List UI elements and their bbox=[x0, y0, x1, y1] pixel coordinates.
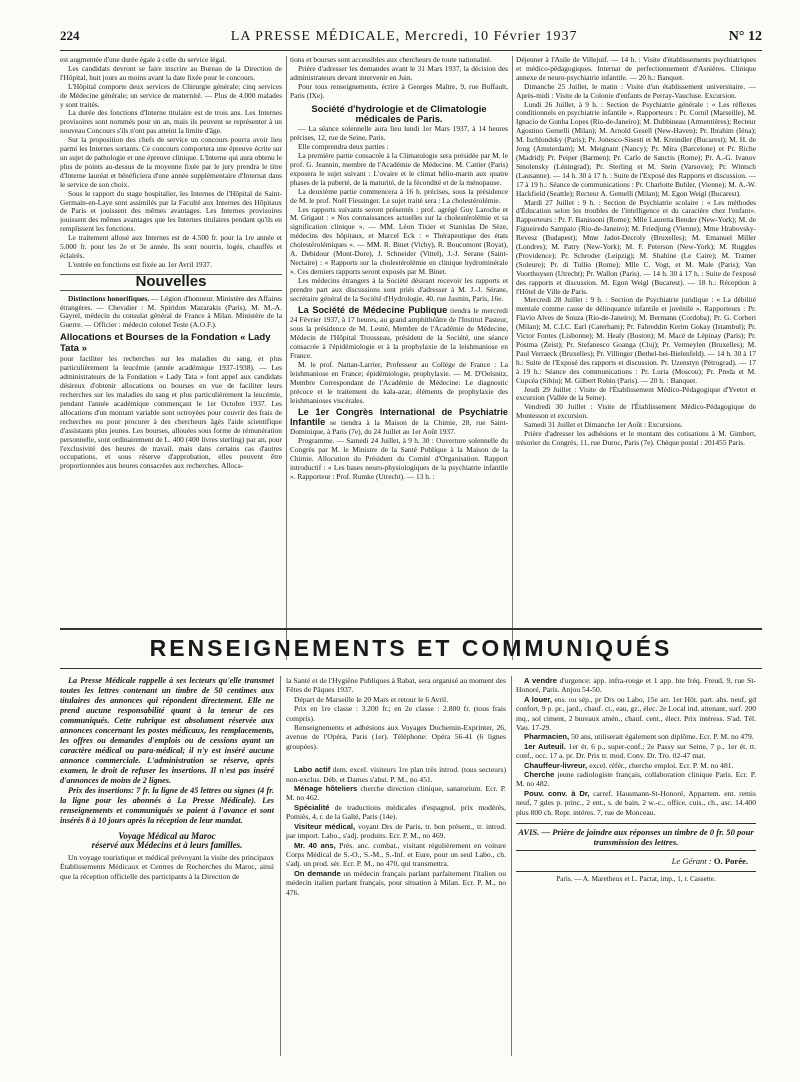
paragraph: Les candidats devront se faire inscrire au Bureau de la Direction de l'Hôpital, huit jours au moins avant la date fixée pour le concours. bbox=[60, 63, 282, 82]
paragraph: Les médecins étrangers à la Société désirant recevoir les rapports et prendre part aux discussions sont priés d'adresser à M. J.-J. Sérane, secrétaire général de la Société d'Hydrologie, 40, rue Jasmin, Paris, 16e. bbox=[290, 275, 508, 303]
ad-lead: Labo actif bbox=[294, 765, 331, 775]
paragraph: Prix en 1re classe : 3.200 fr.; en 2e classe : 2.800 fr. (tous frais compris). bbox=[286, 704, 506, 723]
paragraph: Samedi 31 Juillet et Dimanche 1er Août : Excursions. bbox=[524, 420, 683, 430]
paragraph: Déjeuner à l'Asile de Villejuif. — 14 h. : Visite d'établissements psychiatriques et médico-pédagogiques. Internat de perfectionnement d'Asnières. Clinique annexe de neuro-psychiatrie infantile. — 20 h.: Banquet. bbox=[516, 56, 756, 82]
paragraph: Le traitement alloué aux Internes est de 4.500 fr. pour la 1re année et 5.000 fr. pour les 2e et 3e année. Ils sont nourris, logés, chauffés et éclairés. bbox=[60, 233, 282, 260]
classified-ad bbox=[516, 732, 756, 741]
distinctions-text: — Légion d'honneur. Ministère des Affaires étrangères. — Chevalier : M. Spiridon Mazarakis (Paris), M. M.-A. Gayrel, médecin du consulat général de France à Milan. Ministère de la Guerre. — Officier : médecin colonel Teste (A.O.F.). bbox=[60, 293, 282, 330]
column-divider bbox=[286, 56, 287, 660]
paragraph: se tiendra à la Maison de la Chimie, 28, rue Saint-Dominique, à Paris (7e), du 24 Juillet au 1er Août 1937. bbox=[290, 418, 508, 437]
ad-lead: Chauffeur-livreur, bbox=[524, 760, 588, 770]
voyage-title-line: réservé aux Médecins et à leurs familles. bbox=[91, 840, 243, 851]
paragraph: Vendredi 30 Juillet : Visite de l'Établissement Médico-Pédagogique de Montesson et excursion. bbox=[516, 402, 756, 421]
paragraph: Renseignements et adhésions aux Voyages Duchemin-Exprinter, 26, avenue de l'Opéra, Paris (1er). Téléphone: Opéra 56-41 (6 lignes groupées). bbox=[286, 723, 506, 751]
ad-lead: Pouv. conv. à Dr, bbox=[524, 788, 590, 798]
paragraph: Sur la proposition des chefs de service un concours pourra avoir lieu parmi les Internes sortants. Ce concours comportera une épreuve écrite sur un sujet de pathologie et une épreuve clinique. L'Interne qui aura obtenu le plus de points au-dessus de la moyenne fixée par le jury prendra le titre d'Interne lauréat et bénéficiera d'une année supplémentaire d'Internat dans le service de son choix. bbox=[60, 135, 282, 189]
ad-lead: Pharmacien, bbox=[524, 732, 570, 742]
paragraph: tions et bourses sont accessibles aux chercheurs de toute nationalité. bbox=[290, 56, 492, 64]
column-1 bbox=[60, 56, 282, 662]
ad-text: carref. Hausmann-St-Honoré, Appartem. ent. remis neuf, 7 gdes p. princ., 2 ent., s. de bain, 2 w.-c., office, cuis., ch., asc. 14.400 plus 800 ch. Repr. intéres. 7, rue de Monceau. bbox=[516, 788, 756, 817]
paragraph: Mercredi 28 Juillet : 9 h. : Section de Psychiatrie juridique : « La débilité mentale comme cause de délinquance infantile et juvénile ». Rapporteurs : Pr. Flavio Alves de Souza (Rio-de-Janeiro); M. Bermann (Cordoba); Pr. G. Corberi (Milan); M. C.I.C. Earl (Caterham); Pr. Fahreddin Kerim Gokay (Istambul); Pr. Victor Fontes (Lisbonne); M. Healy (Boston); M. Macé de Lépinay (Paris); Pr. Postma (Zeist); Pr. Stefanesco Goanga (Cluj); Pr. Vermeylen (Bruxelles); M. Paul Verraeck (Bruxelles); Pr. Villinger (Bethel-bei-Bielenfeld). — 14 h. 30 à 17 h.: Suite de l'Exposé des rapports et discussion. Pr. Uzenstyn (Pétrograd). — 17 à 19 h.: Séance des communications : Pr. Luria (Moscou); Pr. Preda et M. Cupcéa (Sibiu); M. Gilbert Robin (Paris). — 20 h. : Banquet. bbox=[516, 295, 756, 385]
printer-line: Paris. — A. Maretheux et L. Pactat, imp., 1, r. Cassette. bbox=[516, 871, 756, 884]
paragraph: la Santé et de l'Hygiène Publiques à Rabat, sera organisé au moment des Fêtes de Pâques 1937. bbox=[286, 676, 506, 695]
notice-paragraph: Prix des insertions: 7 fr. la ligne de 45 lettres ou signes (4 fr. la ligne pour les abonnés à La Presse Médicale). Les renseignements et communiqués se paient à l'avance et sont insérés 8 à 10 jours après la réception de leur mandat. bbox=[60, 786, 274, 825]
heading-congres: Le 1er Congrès International de Psychiatrie Infantile bbox=[290, 407, 508, 428]
paragraph: est augmentée d'une durée égale à celle du service légal. bbox=[60, 56, 227, 64]
ad-text: un médecin français parlant parfaitement l'italien ou médecin italien parlant français, pour situation à Milan. Ecr. P. M., no 476. bbox=[286, 868, 506, 897]
classifieds-column-1 bbox=[60, 676, 274, 1061]
classified-ad bbox=[516, 695, 756, 733]
classified-ad bbox=[516, 761, 756, 770]
issue-number: N° 12 bbox=[728, 29, 762, 44]
paragraph: Sous le rapport du stage hospitalier, les Internes de l'Hôpital de Saint-Germain-en-Laye sont assimilés par la Faculté aux Internes des Hôpitaux de Paris et jouissent des mêmes avantages. Les Internes provisoires jouissent des mêmes avantages que les Internes titulaires pendant qu'ils en remplissent les fonctions. bbox=[60, 188, 282, 234]
ad-text: Prés. anc. combat., visitant régulièrement en voiture Corps Médical de S.-O., S.-M., S.-Inf. et Eure, pour un seul Labo., ch. s'adj. un prod. sér. Ecr. P. M., no 470, qui transmettra. bbox=[286, 840, 506, 869]
paragraph: La durée des fonctions d'Interne titulaire est de trois ans. Les Internes provisoires sont nommés pour un an, mais ils peuvent se représenter à un nouveau Concours s'ils n'ont pas atteint la limite d'âge. bbox=[60, 108, 282, 136]
ad-lead: Cherche bbox=[524, 770, 555, 780]
ad-text: de traductions médicales d'espagnol, prix modérés, Pomiès, 4, r. de la Gaîté, Paris (14e). bbox=[286, 802, 506, 822]
classified-ad bbox=[286, 841, 506, 869]
paragraph: — La séance solennelle aura lieu lundi 1er Mars 1937, à 14 heures précises, 12, rue de Seine, Paris. bbox=[290, 124, 508, 143]
classifieds-column-2 bbox=[286, 676, 506, 1061]
voyage-text: Un voyage touristique et médical prévoyant la visite des principaux Établissements Médicaux et Centres de Recherches du Maroc, ainsi que la réception officielle des participants à la Direction de bbox=[60, 852, 274, 881]
classified-ad bbox=[516, 770, 756, 789]
classified-ad bbox=[286, 803, 506, 822]
ad-lead: A vendre bbox=[524, 676, 557, 685]
paragraph: M. le prof. Nattan-Larrier, Professeur au Collège de France : La leishmaniose en France; épidémiologie, prophylaxie. — M. D'Oelsnitz, Membre Correspondant de l'Académie de Médecine: Le diagnostic précoce et le traitement du kala-azar, éléments de prophylaxie des leishmanioses viscérales. bbox=[290, 359, 508, 405]
ad-text: 1er ét. 6 p., super-conf.; 2e Passy sur Seine, 7 p., 1er ét. tt. conf., occ. 17 a. pr. Dr. Prix tr. mod. Conv. Dr. Tro. 02-47 mat. bbox=[516, 741, 756, 761]
classified-ad bbox=[516, 676, 756, 695]
lady-tata-text: pour faciliter les recherches sur les maladies du sang, et plus particulièrement la leucémie (année académique 1937-1938). — Les administrateurs de la Fondation « Lady Tata » font appel aux candidats désireux d'obtenir allocations ou bourses en vue de faciliter leurs recherches sur les maladies du sang et plus particulièrement la leucémie, pendant l'année académique commençant le 1er Octobre 1937. Les allocations d'un montant variable sont octroyées pour couvrir des frais de recherches ou pour procurer à des chercheurs âgés l'aide scientifique d'assistants plus jeunes. Les bourses, allouées sous forme de rémunération personnelle, sont ordinairement de L. 400 (400 livres sterling) par an, pour l'exclusivité des heures de travail, mais dans certains cas d'autres occupations, et sous réserve d'approbation, elles peuvent être proportionnées aux heures consacrées aux recherches. Alloca- bbox=[60, 354, 282, 471]
voyage-title bbox=[60, 832, 274, 851]
paragraph: Mardi 27 Juillet : 9 h. : Section de Psychiatrie scolaire : « Les méthodes d'Éducation selon les troubles de l'intelligence et du caractère chez l'enfant». Rapporteurs : Pr. F. Banissoni (Rome); Mlle Lauretta Bender (New-York); M. de Figueiredo Sampaio (Rio-de-Janeiro); M. Friedjung (Vienne); Mme Hrabovsky-Revesz (Budapest); Mme Jadot-Decroly (Bruxelles); M. Emanuel Miller (Londres); M. Patry (New-York); M. F. Peterson (New-York); M. Ruggles (Providence); Pr. Schroder (Leipzig); M. Shahine (Le Caire); M. Tramer (Soleure); Pr. di Tullio (Rome); Mlle C. Vogt, et M. Male (Paris); Van Voorthuysen (Utrecht); Pr. Wallon (Paris). — 14 h. 30 à 17 h. : Suite de l'exposé des rapports et discussion. M. Egon Weigl (Bucarest). — 18 h.: Réception à l'Hôtel de Ville de Paris. bbox=[516, 197, 756, 296]
ad-text: excel. référ., cherche emploi. Ecr. P. M. no 481. bbox=[589, 760, 734, 770]
notice-paragraph: La Presse Médicale rappelle à ses lecteurs qu'elle transmet toutes les lettres contenant un timbre de 50 centimes aux titulaires des annonces qui répondent directement. Elle ne prend aucune responsabilité quant à la teneur de ces communiqués. Cette rubrique est absolument réservée aux annonces concernant les postes médicaux, les remplacements, les offres ou demandes d'emplois ou de cessions ayant un caractère médical ou para-médical; il n'y est inséré aucune annonce commerciale. L'administration se réserve, après examen, le droit de refuser les insertions. Il n'est pas inséré d'annonces de moins de 2 lignes. bbox=[60, 676, 274, 785]
classified-ad bbox=[516, 742, 756, 761]
ad-lead: A louer, bbox=[524, 694, 553, 704]
column-divider bbox=[511, 676, 512, 1056]
gerant-name: O. Porée. bbox=[713, 856, 748, 867]
classified-ad bbox=[516, 789, 756, 817]
paragraph: Pour tous renseignements, écrire à Georges Maître, 9, rue Buffault, Paris (IXe). bbox=[290, 81, 508, 100]
heading-medecine-publique: La Société de Médecine Publique bbox=[298, 305, 448, 316]
column-divider bbox=[512, 56, 513, 660]
paragraph: Prière d'adresser les adhésions et le montant des cotisations à M. Gimbert, trésorier du Congrès, 11, rue Duroc, Paris (7e). Chèque postal : 201455 Paris. bbox=[516, 429, 756, 447]
notice-block bbox=[60, 676, 274, 826]
page-number: 224 bbox=[60, 28, 80, 43]
column-3 bbox=[516, 56, 756, 662]
ad-lead: Visiteur médical, bbox=[294, 821, 356, 831]
ad-text: cherche direction clinique, sanatorium. Ecr. P. M. no 462. bbox=[286, 784, 506, 803]
heading-lady-tata: Allocations et Bourses de la Fondation « Lady Tata » bbox=[60, 332, 271, 354]
ad-lead: 1er Auteuil. bbox=[524, 741, 566, 751]
journal-title: LA PRESSE MÉDICALE, Mercredi, 10 Février 1937 bbox=[230, 29, 578, 44]
page-header bbox=[60, 28, 762, 51]
heading-hydrologie: Société d'hydrologie et de Climatologie médicales de Paris. bbox=[311, 102, 487, 124]
paragraph: tiendra le mercredi 24 Février 1937, à 17 heures, au grand amphithéâtre de l'Institut Pasteur, sous la présidence de M. Lesné, Membre de l'Académie de Médecine, Médecin de l'Hôpital Trousseau, président de la Société, une séance consacrée à l'épidémiologie et à la prophylaxie de la leishmaniose en France. bbox=[290, 306, 508, 360]
ad-text: jeune radiologiste français, collaboration clinique Paris. Ecr. P. M. no 482. bbox=[516, 770, 756, 789]
classified-ad bbox=[286, 822, 506, 841]
ad-lead: On demande bbox=[294, 868, 341, 878]
ad-text: 50 ans, utiliserait également son diplôme. Ecr. P. M. no 479. bbox=[571, 732, 754, 742]
column-divider bbox=[280, 676, 281, 1056]
classifieds-column-3 bbox=[516, 676, 756, 1061]
paragraph: La première partie consacrée à la Climatologie sera présidée par M. le prof. G. Jeannin, membre de l'Académie de Médecine. M. Cattier (Paris) exposera le sujet suivant : L'ovaire et le climat hélio-marin aux quatre phases de la puberté, de la maturité, de la fécondité et de la ménopause. bbox=[290, 151, 508, 187]
ad-lead: Spécialité bbox=[294, 802, 330, 812]
gerant-label: Le Gérant : bbox=[671, 856, 712, 867]
section-title-nouvelles: Nouvelles bbox=[60, 274, 282, 291]
ad-text: d'urgence: app. infra-rouge et 1 app. hte fréq. Freud, 9, rue St-Honoré, Paris. Anjou 54-50. bbox=[516, 676, 756, 695]
heading-distinctions: Distinctions honorifiques. bbox=[68, 293, 150, 303]
paragraph: L'entrée en fonctions est fixée au 1er Avril 1937. bbox=[68, 259, 212, 269]
column-2 bbox=[290, 56, 508, 662]
paragraph: Programme. — Samedi 24 Juillet, à 9 h. 30 : Ouverture solennelle du Congrès par M. le Ministre de la Santé Publique à la Maison de la Chimie. Allocution du Président du Comité d'Organisation. Rapport introductif : « Les bases neuro-physiologiques de la psychiatrie infantile ». Rapporteur : Prof. Rumke (Utrecht). — 13 h. : bbox=[290, 436, 508, 481]
ad-text: dem. excel. visiteurs 1re plan très introd. (tous secteurs) non-exclus. Déb. et Dames s'abst. P. M., no 451. bbox=[286, 765, 506, 784]
voyage-title-line: Voyage Médical au Maroc bbox=[118, 831, 216, 841]
banner-rule-top bbox=[60, 628, 762, 630]
paragraph: Dimanche 25 Juillet, le matin : Visite d'un établissement universitaire. — Après-midi : Visite de la Colonie d'enfants de Perray-Vaucluse. Excursion. bbox=[516, 81, 756, 100]
paragraph: Les rapports suivants seront présentés : prof. agrégé Guy Laroche et M. Grigaut : « Nos connaissances actuelles sur la cholestérolémie et sa signification clinique ». — MM. Léon Tixier et Stanislas De Sèze, médecins des hôpitaux, et Marcel Eck : « Thérapeutique des états cholestérolémiques ». — MM. R. Binet (Vichy), R. Boucomont (Royat), A. Debidour (Mont-Dore), J. Schneider (Vittel), J.-J. Serane (Saint-Nectaire) : « Rapports sur la cholestérolémie en clinique hydrominérale ». Ces derniers rapports seront exposés par M. Binet. bbox=[290, 204, 508, 276]
section-banner: RENSEIGNEMENTS ET COMMUNIQUÉS bbox=[149, 635, 673, 661]
ad-lead: Ménage hôteliers bbox=[294, 784, 358, 794]
paragraph: La deuxième partie commencera à 16 h. précises, sous la présidence de M. le prof. Noël Fiessinger. Le sujet traité sera : La cholestérolémie. bbox=[290, 186, 508, 205]
paragraph: Lundi 26 Juillet, à 9 h. : Section de Psychiatrie générale : « Les réflexes conditionnels en psychiatrie infantile ». Rapporteurs : Pr. Cornil (Marseille), M. Ignacio de Gunha Lopes (Rio-de-Janeiro); M. Dubbineau (Armentières); Recteur Agostino Gemelli (Milan); M. Arnold Gesell (New-Haven); Pr. Ibrahim (Iéna); M. Ischlondsky (Paris); Pr. Jonesco-Sisesti et M. Kreindler (Bucarest); M. H. de Jong (Amsterdam); M. Meignant (Nancy); Pr. Mira (Barcelone) et Pr. Riche (Madrid); Pr. Peiper (Barmen); Pr. Carlo de Sanctis (Rome); Pr. A.-G. Ivanov Smolensky (Léningrad); Pr. Sterling et M. Stein (Varsovie); Pr. Wintsch (Lausanne). — 14 h. 30 à 17 h. : Suite de l'Exposé des Rapports et discussion. — 17 à 19 h.: Séance de communications : Pr. Charlotte Buhler, (Vienne); M. A.-W. Hackfield (Seattle); Recteur A. Gemelli (Milan); M. Egon Weigl (Bucarest). bbox=[516, 99, 756, 198]
paragraph: Jeudi 29 Juillet : Visite de l'Établissement Médico-Pédagogique d'Yvetot et excursion (Vallée de la Seine). bbox=[516, 384, 756, 403]
paragraph: Elle comprendra deux parties : bbox=[298, 142, 389, 152]
banner-rule-bottom bbox=[60, 668, 762, 669]
ad-text: voyant Drs de Paris, tr. bon présent., tr. introd. par import. Labo., s'adj. produits. Ecr. P. M., no 469. bbox=[286, 821, 506, 841]
paragraph: Départ de Marseille le 20 Mars et retour le 6 Avril. bbox=[294, 694, 449, 704]
classified-ad bbox=[286, 869, 506, 897]
classified-ad bbox=[286, 784, 506, 803]
ad-lead: Mr. 40 ans, bbox=[294, 840, 336, 850]
classified-ad bbox=[286, 765, 506, 784]
ad-text: ens. ou sép., pr Drs ou Labo, 15e arr. 1er Hôt. part. abs. neuf, gd confort, 9 p. pr., jard., chauf. ct., eau, gz., élec. 2e Local ind. attenant, surf. 200 mq., sol ciment, 2 bureaux amén., chauf. cent., élect. Prix intéress. S'ad. Tél. Vau. 17-29. bbox=[516, 694, 756, 733]
paragraph: Prière d'adresser les demandes avant le 31 Mars 1937, la décision des administrateurs devant intervenir en Juin. bbox=[290, 63, 508, 82]
paragraph: L'Hôpital comporte deux services de Chirurgie générale; cinq services de Médecine générale; un service de maternité. — Plus de 4.000 malades y sont traités. bbox=[60, 81, 282, 109]
avis-notice: AVIS. — Prière de joindre aux réponses un timbre de 0 fr. 50 pour transmission des lettres. bbox=[516, 823, 756, 851]
gerant-line bbox=[516, 857, 748, 866]
